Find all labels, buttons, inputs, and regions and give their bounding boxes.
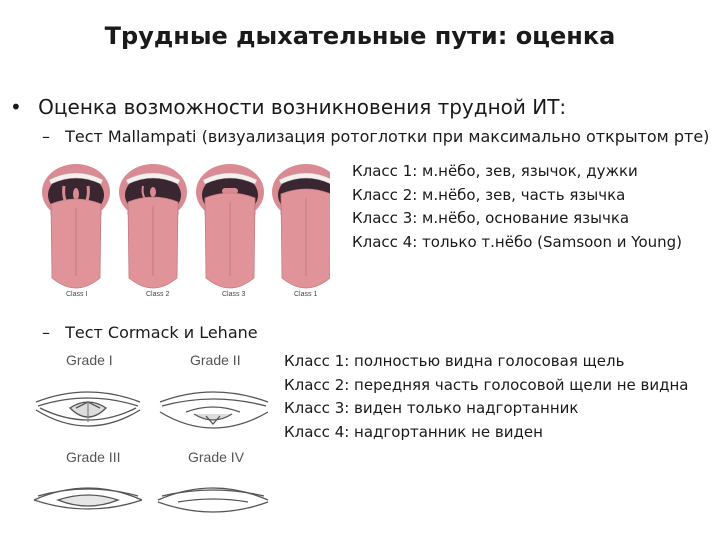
mouth-class-3 xyxy=(196,164,264,288)
cormack-class-4: Класс 4: надгортанник не виден xyxy=(284,422,543,441)
bullet-text: Оценка возможности возникновения трудной ИТ: xyxy=(38,95,567,119)
mallampati-class-4: Класс 4: только т.нёбо (Samsoon и Young) xyxy=(352,232,683,251)
dash-marker: – xyxy=(42,127,50,146)
mallampati-class-1: Класс 1: м.нёбо, зев, язычок, дужки xyxy=(352,162,638,180)
cormack-class-3: Класс 3: виден только надгортанник xyxy=(284,399,579,417)
grade-3-label: Grade III xyxy=(66,449,121,465)
grade-4-label: Grade IV xyxy=(188,449,245,465)
mallampati-class-3: Класс 3: м.нёбо, основание язычка xyxy=(352,209,630,227)
mallampati-class-2: Класс 2: м.нёбо, зев, часть язычка xyxy=(352,185,626,204)
grade-1-larynx-view xyxy=(36,392,140,426)
mallampati-label-3: Class 3 xyxy=(222,291,246,298)
cormack-heading: Тест Cormack и Lehane xyxy=(65,323,258,342)
grade-1-label: Grade I xyxy=(66,352,113,368)
mallampati-label-2: Class 2 xyxy=(146,291,170,298)
cormack-heading-row xyxy=(42,323,258,342)
bullet-marker: • xyxy=(10,95,22,119)
cormack-illustration xyxy=(28,372,278,530)
grade-2-larynx-view xyxy=(160,392,268,428)
bullet-item xyxy=(10,95,566,119)
grade-4-larynx-view xyxy=(158,488,268,512)
mouth-class-4 xyxy=(272,164,330,288)
mallampati-label-4: Class 1 xyxy=(294,291,318,298)
mouth-class-1 xyxy=(42,164,110,288)
mallampati-class-list xyxy=(352,160,682,254)
mallampati-illustration xyxy=(40,150,330,310)
mallampati-label-1: Class I xyxy=(66,291,88,298)
mallampati-heading: Тест Mallampati (визуализация ротоглотки при максимально открытом рте) xyxy=(65,127,710,146)
cormack-class-list xyxy=(284,350,689,444)
slide-title: Трудные дыхательные пути: оценка xyxy=(104,22,616,50)
cormack-class-2: Класс 2: передняя часть голосовой щели не видна xyxy=(284,375,689,394)
mouth-class-2 xyxy=(119,164,187,288)
grade-2-label: Grade II xyxy=(190,352,241,368)
dash-marker: – xyxy=(42,323,50,342)
grade-3-larynx-view xyxy=(34,488,142,509)
cormack-class-1: Класс 1: полностью видна голосовая щель xyxy=(284,352,625,370)
mallampati-heading-row xyxy=(42,127,709,146)
